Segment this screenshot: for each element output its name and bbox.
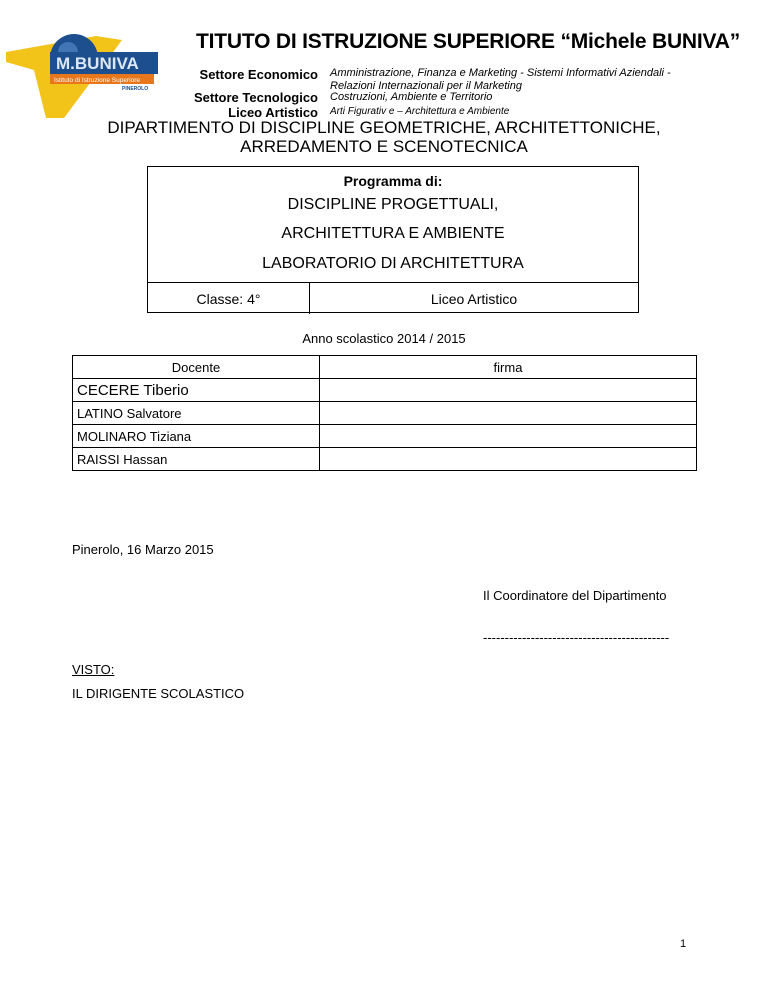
sector-liceo-description: Arti Figurativ e – Architettura e Ambiente (330, 106, 510, 117)
teacher-name: CECERE Tiberio (73, 379, 320, 402)
school-type: Liceo Artistico (430, 290, 518, 307)
page-number: 1 (680, 938, 687, 950)
teacher-name: LATINO Salvatore (73, 402, 320, 425)
table-row (73, 448, 697, 471)
institute-title: TITUTO DI ISTRUZIONE SUPERIORE “Michele BUNIVA” (196, 30, 741, 53)
sector-tecnologico-description: Costruzioni, Ambiente e Territorio (330, 91, 493, 103)
department-title-line2: ARREDAMENTO E SCENOTECNICA (240, 137, 528, 156)
department-title-line1: DIPARTIMENTO DI DISCIPLINE GEOMETRICHE, ARCHITETTONICHE, (107, 118, 661, 137)
svg-text:M.BUNIVA: M.BUNIVA (56, 54, 139, 73)
programme-label: Programma di: (343, 173, 443, 189)
table-row (73, 402, 697, 425)
programme-line-2: ARCHITETTURA E AMBIENTE (281, 225, 505, 242)
place-date: Pinerolo, 16 Marzo 2015 (72, 542, 214, 557)
sector-economico-description: Amministrazione, Finanza e Marketing - Sistemi Informativi Aziendali - Relazioni Internazionali per il Marketing (330, 67, 671, 92)
approval-role: IL DIRIGENTE SCOLASTICO (72, 686, 245, 701)
approval-label: VISTO: (72, 662, 115, 677)
table-row (73, 425, 697, 448)
class-label: Classe: 4° (148, 283, 310, 314)
sector-economico-name: Settore Economico (199, 67, 318, 82)
programme-box (147, 166, 639, 313)
sector-liceo-name: Liceo Artistico (228, 105, 318, 120)
school-logo (4, 32, 200, 118)
school-year: Anno scolastico 2014 / 2015 (302, 331, 466, 346)
table-header-row (73, 356, 697, 379)
teacher-signature (320, 425, 697, 448)
teacher-signature (320, 448, 697, 471)
teacher-signature (320, 379, 697, 402)
teachers-table (72, 355, 697, 471)
table-row (73, 379, 697, 402)
svg-text:Istituto di Istruzione Superio: Istituto di Istruzione Superiore (54, 77, 140, 84)
teacher-name: RAISSI Hassan (73, 448, 320, 471)
teacher-signature (320, 402, 697, 425)
teacher-name: MOLINARO Tiziana (73, 425, 320, 448)
coordinator-signature-line: ------------------------------------------- (483, 630, 670, 645)
sector-tecnologico-name: Settore Tecnologico (194, 90, 318, 105)
programme-line-3: LABORATORIO DI ARCHITETTURA (262, 255, 524, 272)
svg-text:PINEROLO: PINEROLO (122, 86, 149, 92)
column-header-firma: firma (320, 356, 697, 379)
column-header-docente: Docente (73, 356, 320, 379)
coordinator-title: Il Coordinatore del Dipartimento (483, 588, 667, 603)
programme-line-1: DISCIPLINE PROGETTUALI, (287, 196, 499, 213)
class-row (148, 282, 638, 314)
